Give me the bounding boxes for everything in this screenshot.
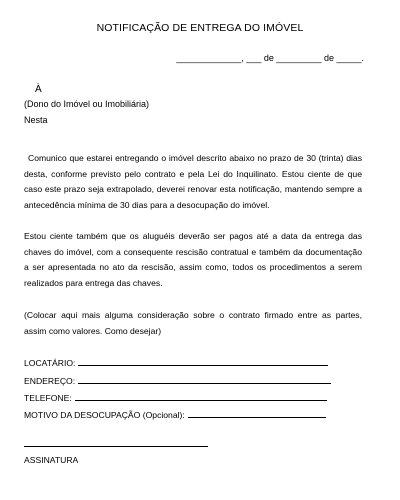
field-address-label: ENDEREÇO: — [24, 376, 76, 386]
field-tenant-line[interactable] — [78, 356, 328, 366]
field-tenant-label: LOCATÁRIO: — [24, 358, 76, 368]
field-address — [24, 374, 331, 386]
date-line: _____________, ___ de _________ de _____. — [176, 53, 364, 63]
field-phone-line[interactable] — [75, 391, 327, 401]
document-title: NOTIFICAÇÃO DE ENTREGA DO IMÓVEL — [96, 22, 304, 34]
paragraph-considerations: (Colocar aqui mais alguma consideração sobre o contrato firmado entre as partes, assim como valores. Como desejar) — [24, 310, 362, 336]
signature-label: ASSINATURA — [24, 455, 79, 465]
field-reason — [24, 408, 326, 420]
signature-line[interactable] — [24, 446, 208, 447]
field-reason-line[interactable] — [188, 408, 326, 418]
addressee-salutation: À — [35, 84, 42, 95]
addressee-recipient: (Dono do Imóvel ou Imobiliária) — [24, 99, 150, 109]
paragraph-notice: Comunico que estarei entregando o imóvel descrito abaixo no prazo de 30 (trinta) dias desta, conforme previsto pelo contrato e pela Lei do Inquilinato. Estou ciente de que caso este prazo seja extrapolado, deverei renovar esta notificação, mantendo sempre a antecedência mínima de 30 dias para a desocupação do imóvel. — [24, 153, 362, 210]
field-phone-label: TELEFONE: — [24, 393, 72, 403]
field-reason-label: MOTIVO DA DESOCUPAÇÃO (Opcional): — [24, 410, 185, 420]
paragraph-rent-terms: Estou ciente também que os aluguéis deverão ser pagos até a data da entrega das chaves do imóvel, com a consequente rescisão contratual e também da documentação a ser apresentada no ato da rescisão, assim como, todos os procedimentos a serem realizados para entrega das chaves. — [24, 231, 362, 288]
field-phone — [24, 391, 327, 403]
addressee-location: Nesta — [24, 115, 48, 125]
field-tenant — [24, 356, 328, 368]
field-address-line[interactable] — [78, 374, 331, 384]
